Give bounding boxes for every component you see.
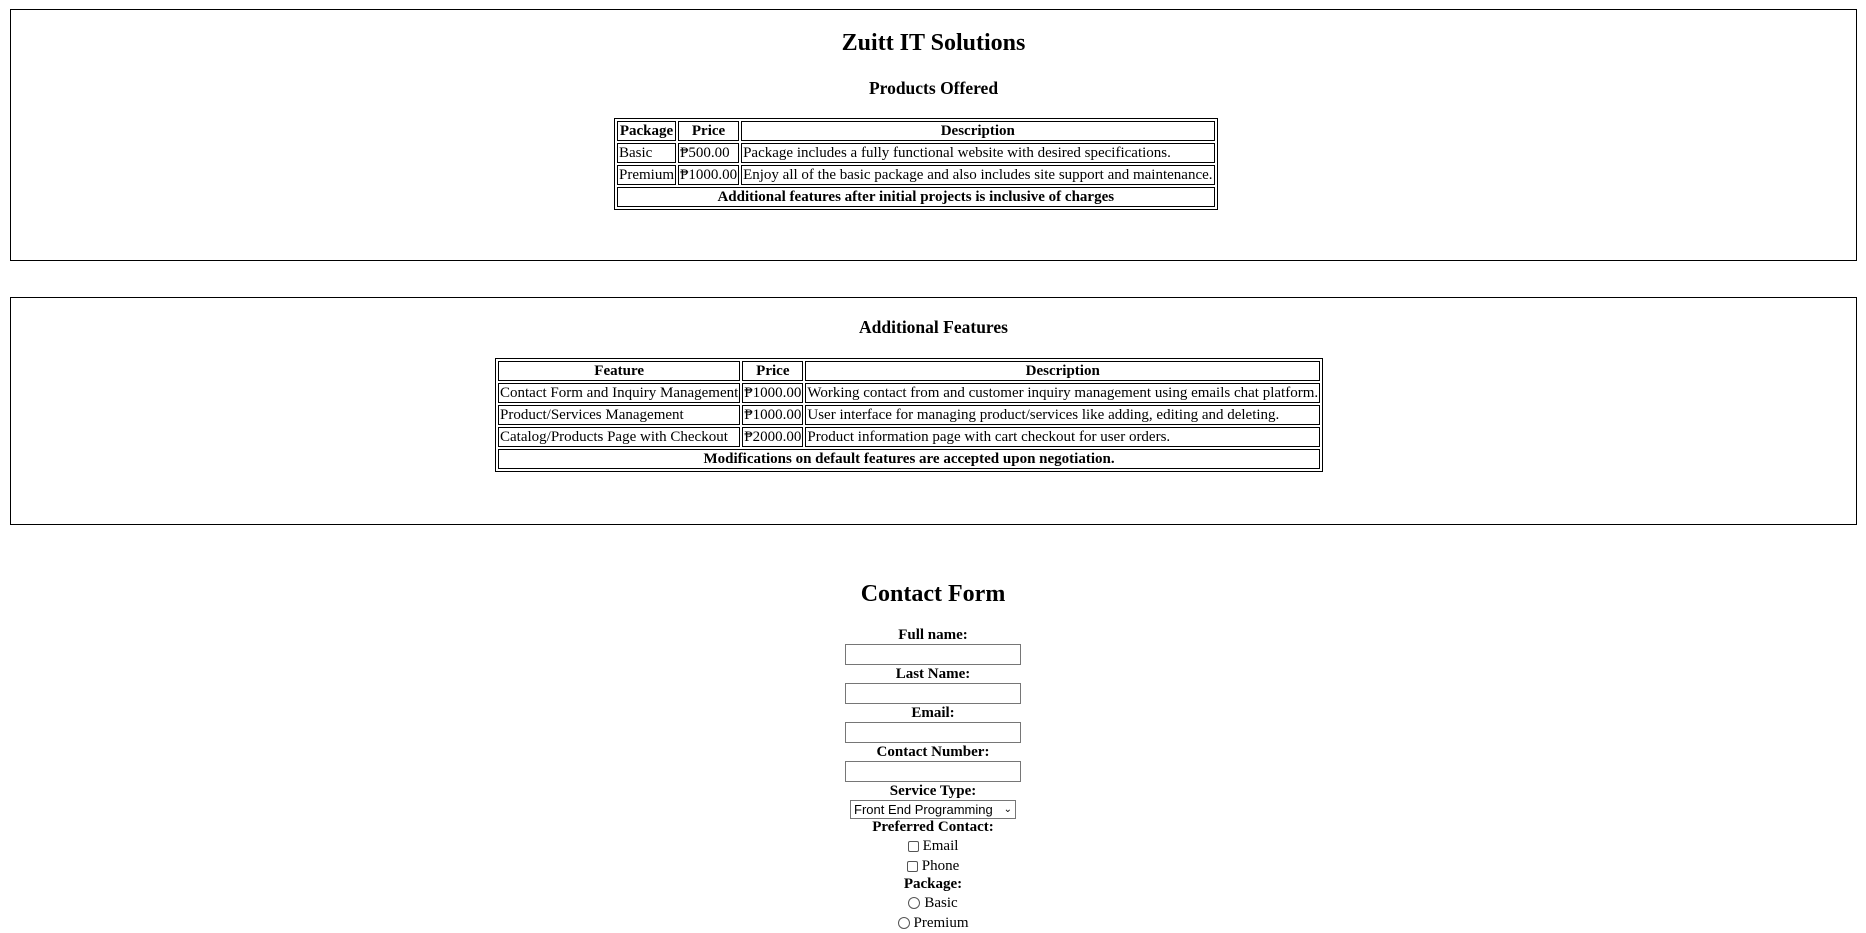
package-field xyxy=(0,876,1866,933)
table-cell: Package includes a fully functional website with desired specifications. xyxy=(741,143,1214,163)
preferred-contact-label: Preferred Contact: xyxy=(872,819,994,835)
table-cell: ₱1000.00 xyxy=(680,167,738,183)
email-checkbox[interactable] xyxy=(908,841,919,852)
package-basic-option[interactable] xyxy=(0,893,1866,913)
table-footer-row xyxy=(498,449,1320,469)
table-footer-row xyxy=(617,187,1215,207)
table-cell: Basic xyxy=(617,143,676,163)
table-cell: ₱1000.00 xyxy=(744,407,802,423)
table-cell: User interface for managing product/services like adding, editing and deleting. xyxy=(805,405,1320,425)
email-label: Email: xyxy=(911,705,955,721)
table-row xyxy=(617,165,1215,185)
service-type-value: Front End Programming xyxy=(854,802,993,817)
table-row xyxy=(498,427,1320,447)
email-field xyxy=(0,705,1866,743)
column-header: Description xyxy=(805,361,1320,381)
email-input[interactable] xyxy=(845,722,1021,743)
premium-radio[interactable] xyxy=(898,917,910,929)
table-cell: ₱500.00 xyxy=(678,143,739,163)
contact-number-field xyxy=(0,744,1866,782)
products-heading: Products Offered xyxy=(868,78,999,98)
features-heading: Additional Features xyxy=(859,317,1008,337)
table-row xyxy=(617,143,1215,163)
full-name-field xyxy=(0,627,1866,665)
table-cell: Premium xyxy=(619,167,674,183)
basic-radio-label: Basic xyxy=(924,895,958,911)
features-table xyxy=(495,358,1323,472)
table-cell: ₱2000.00 xyxy=(744,429,802,445)
chevron-down-icon: ⌄ xyxy=(1003,804,1012,815)
column-header: Description xyxy=(741,121,1214,141)
preferred-contact-field xyxy=(0,819,1866,876)
contact-number-input[interactable] xyxy=(845,761,1021,782)
basic-radio[interactable] xyxy=(908,897,920,909)
service-type-select[interactable] xyxy=(850,800,1016,819)
contact-form xyxy=(0,627,1866,933)
email-checkbox-label: Email xyxy=(922,838,959,854)
column-header: Price xyxy=(678,121,739,141)
column-header: Feature xyxy=(498,361,740,381)
column-header: Package xyxy=(617,121,676,141)
table-cell: Product/Services Management xyxy=(498,405,740,425)
table-footer: Additional features after initial projects is inclusive of charges xyxy=(617,187,1215,207)
contact-form-title: Contact Form xyxy=(860,581,1006,607)
table-cell: Enjoy all of the basic package and also includes site support and maintenance. xyxy=(743,167,1213,183)
contact-number-label: Contact Number: xyxy=(876,744,990,760)
last-name-input[interactable] xyxy=(845,683,1021,704)
table-header-row xyxy=(498,361,1320,381)
table-cell: Product information page with cart checkout for user orders. xyxy=(805,427,1320,447)
phone-checkbox-label: Phone xyxy=(921,858,960,874)
package-label: Package: xyxy=(903,876,963,892)
premium-radio-label: Premium xyxy=(913,915,969,931)
table-cell: Contact Form and Inquiry Management xyxy=(500,385,739,401)
column-header: Price xyxy=(742,361,803,381)
preferred-contact-phone-option[interactable] xyxy=(0,856,1866,876)
table-row xyxy=(498,405,1320,425)
table-row xyxy=(498,383,1320,403)
table-footer: Modifications on default features are accepted upon negotiation. xyxy=(498,449,1320,469)
products-table xyxy=(614,118,1218,210)
preferred-contact-email-option[interactable] xyxy=(0,836,1866,856)
full-name-label: Full name: xyxy=(898,627,968,643)
products-section xyxy=(10,9,1857,261)
site-title: Zuitt IT Solutions xyxy=(841,30,1026,56)
table-cell: ₱1000.00 xyxy=(744,385,802,401)
service-type-label: Service Type: xyxy=(889,783,977,799)
last-name-field xyxy=(0,666,1866,704)
table-header-row xyxy=(617,121,1215,141)
features-section xyxy=(10,297,1857,525)
last-name-label: Last Name: xyxy=(895,666,971,682)
table-cell: Working contact from and customer inquiry management using emails chat platform. xyxy=(807,385,1319,401)
service-type-field xyxy=(0,783,1866,819)
phone-checkbox[interactable] xyxy=(907,861,918,872)
full-name-input[interactable] xyxy=(845,644,1021,665)
table-cell: Catalog/Products Page with Checkout xyxy=(498,427,740,447)
package-premium-option[interactable] xyxy=(0,913,1866,933)
